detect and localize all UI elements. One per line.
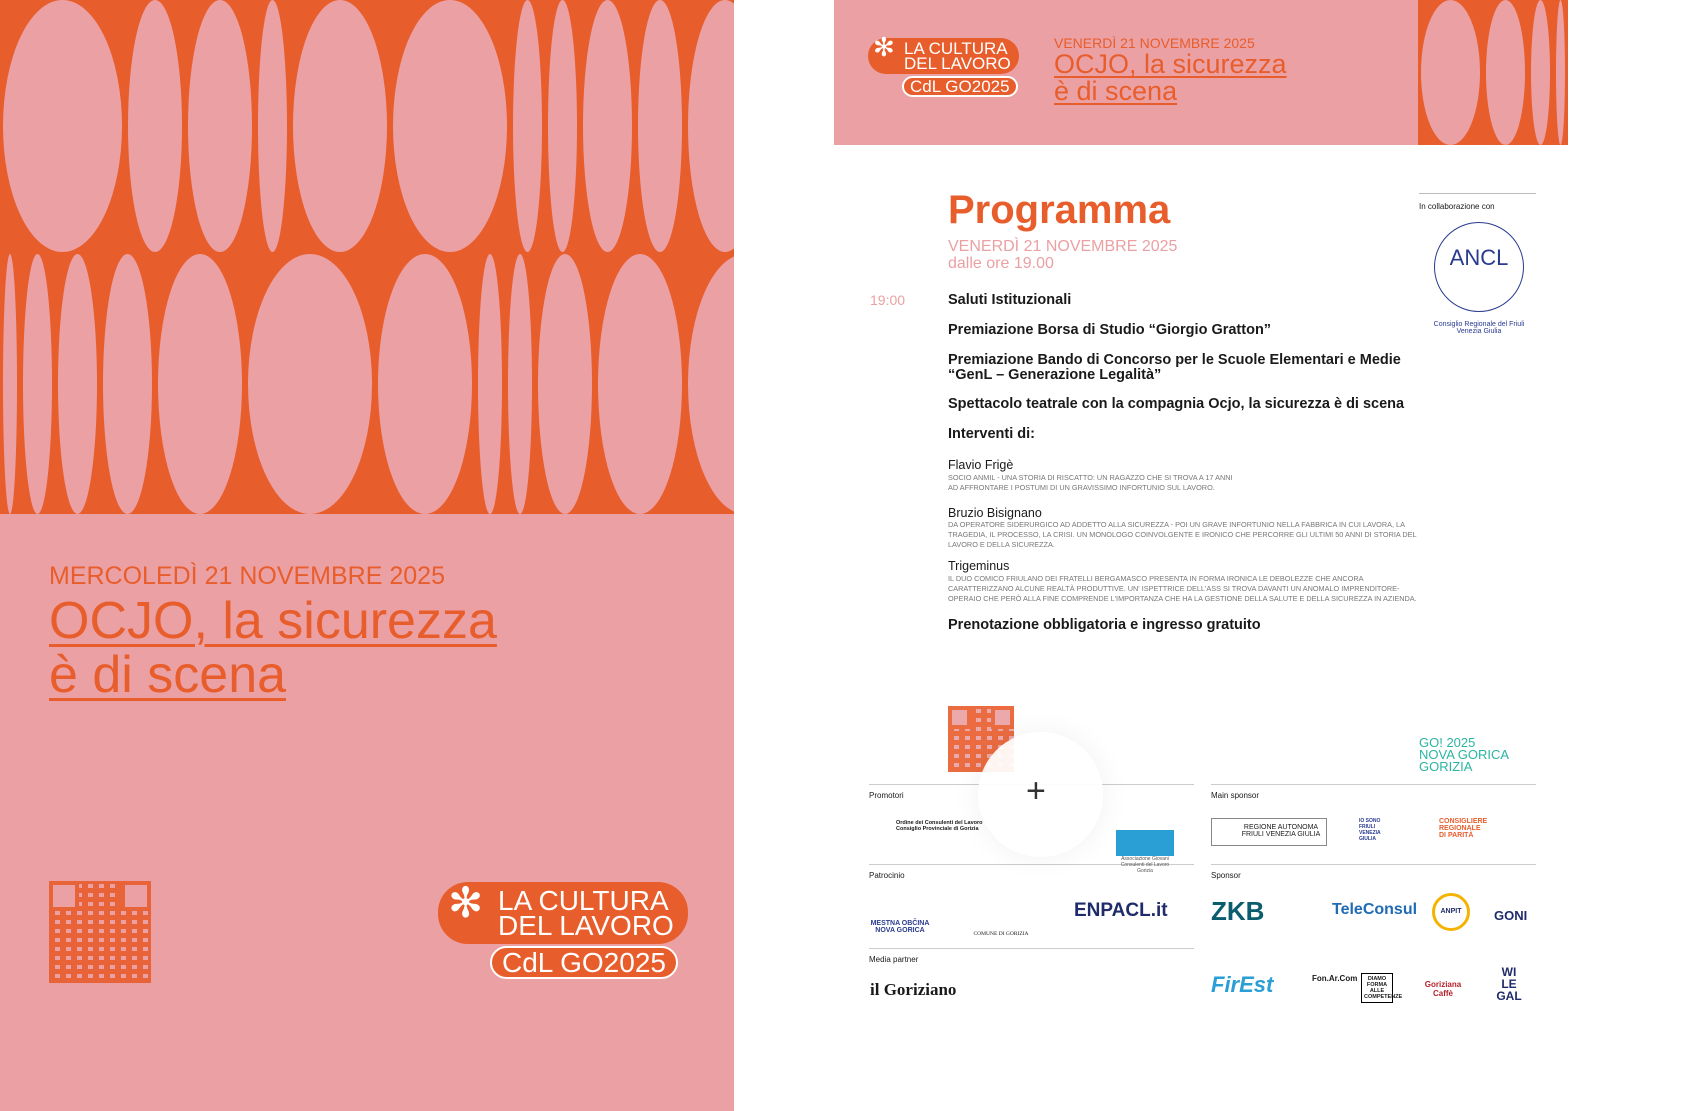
ordine-logo: Ordine dei Consulenti del Lavoro Consiglio Provinciale di Gorizia bbox=[896, 820, 983, 832]
ellipse-shape bbox=[58, 254, 97, 514]
ellipse-shape bbox=[188, 0, 252, 252]
speaker-desc: DA OPERATORE SIDERURGICO AD ADDETTO ALLA SICUREZZA - POI UN GRAVE INFORTUNIO NELLA FABBRICA IN CUI LAVORA, LA TRAGEDIA, IL PROCESSO, LA CRISI. UN MONOLOGO COINVOLGENTE E IRONICO CHE PERCORRE GLI ULTIMI 50 ANNI DI STORIA DEL LAVORO E DELLA SICUREZZA. bbox=[948, 520, 1417, 549]
ellipse-shape bbox=[1421, 0, 1480, 145]
header-title: OCJO, la sicurezza è di scena bbox=[1054, 49, 1287, 106]
ellipse-shape bbox=[538, 254, 592, 514]
start-time: 19:00 bbox=[870, 292, 906, 308]
ellipse-shape bbox=[583, 0, 632, 252]
ellipse-shape bbox=[3, 254, 17, 514]
qr-code bbox=[49, 881, 151, 983]
section-sponsor: Sponsor bbox=[1211, 864, 1536, 880]
section-main-sponsor: Main sponsor bbox=[1211, 784, 1536, 800]
nova-gorica-logo: MESTNA OBČINA NOVA GORICA bbox=[870, 920, 930, 934]
diamo-forma-logo: DIAMO FORMA ALLE COMPETENZE bbox=[1361, 973, 1393, 1003]
header-band bbox=[834, 0, 1568, 145]
asterisk-icon: ✻ bbox=[873, 32, 895, 62]
anpit-logo: ANPIT bbox=[1432, 893, 1470, 931]
right-program bbox=[834, 0, 1568, 1111]
speaker-desc: SOCIO ANMIL - UNA STORIA DI RISCATTO: UN RAGAZZO CHE SI TROVA A 17 ANNI AD AFFRONTARE I POSTUMI DI UN GRAVISSIMO INFORTUNIO SUL LAVORO. bbox=[948, 473, 1233, 492]
event-title: OCJO, la sicurezza è di scena bbox=[49, 592, 497, 704]
speaker-name: Flavio Frigè bbox=[948, 458, 1014, 472]
event-date: MERCOLEDÌ 21 NOVEMBRE 2025 bbox=[49, 562, 445, 590]
section-patrocinio: Patrocinio bbox=[869, 864, 1194, 880]
ellipse-shape bbox=[508, 254, 532, 514]
regione-logo: REGIONE AUTONOMA FRIULI VENEZIA GIULIA bbox=[1211, 818, 1327, 846]
goriziana-caffe-logo: Goriziana Caffè bbox=[1424, 980, 1462, 998]
enpacl-logo: ENPACL.it bbox=[1074, 900, 1168, 921]
firest-logo: FirEst bbox=[1211, 972, 1274, 997]
left-poster bbox=[0, 0, 734, 1111]
booking-note: Prenotazione obbligatoria e ingresso gratuito bbox=[948, 617, 1261, 633]
ellipse-shape bbox=[158, 254, 242, 514]
program-heading: Programma bbox=[948, 188, 1171, 232]
ellipse-shape bbox=[548, 0, 577, 252]
goni-logo: GONI bbox=[1494, 908, 1528, 923]
ellipse-shape bbox=[258, 0, 287, 252]
program-item: Saluti Istituzionali bbox=[948, 292, 1072, 308]
ellipse-shape bbox=[393, 0, 507, 252]
speaker-name: Trigeminus bbox=[948, 559, 1010, 573]
ancl-subtitle: Consiglio Regionale del Friuli Venezia Giulia bbox=[1433, 321, 1525, 335]
cultura-lavoro-logo: ✻ LA CULTURA DEL LAVORO CdL GO2025 bbox=[438, 882, 688, 979]
ellipse-shape bbox=[23, 254, 52, 514]
program-date: VENERDÌ 21 NOVEMBRE 2025 dalle ore 19.00 bbox=[948, 238, 1178, 272]
ellipse-shape bbox=[478, 254, 502, 514]
ellipse-shape bbox=[513, 0, 542, 252]
program-item: Premiazione Borsa di Studio “Giorgio Gratton” bbox=[948, 322, 1272, 338]
ellipse-shape bbox=[638, 0, 682, 252]
plus-icon[interactable]: + bbox=[1026, 772, 1046, 810]
program-item: Interventi di: bbox=[948, 426, 1036, 442]
zkb-logo: ZKB bbox=[1211, 896, 1265, 926]
cultura-lavoro-logo: ✻ LA CULTURA DEL LAVORO CdL GO2025 bbox=[868, 38, 1019, 97]
wilegal-logo: WI LE GAL bbox=[1496, 965, 1522, 1003]
speaker-name: Bruzio Bisignano bbox=[948, 506, 1042, 520]
agcl-logo: Associazione Giovani Consulenti del Lavoro Gorizia bbox=[1116, 830, 1174, 874]
ellipse-shape bbox=[1556, 0, 1565, 145]
ellipse-shape bbox=[3, 0, 122, 252]
goriziano-logo: il Goriziano bbox=[870, 980, 957, 999]
ellipse-shape bbox=[378, 254, 472, 514]
program-item: Premiazione Bando di Concorso per le Scuole Elementari e Medie “GenL – Generazione Legalità” bbox=[948, 352, 1401, 383]
iosono-logo: IO SONO FRIULI VENEZIA GIULIA bbox=[1359, 818, 1381, 842]
ellipse-shape bbox=[248, 254, 372, 514]
consigliere-logo: CONSIGLIERE REGIONALE DI PARITÀ bbox=[1439, 818, 1488, 839]
program-item: Spettacolo teatrale con la compagnia Ocjo, la sicurezza è di scena bbox=[948, 396, 1405, 412]
ellipse-shape bbox=[293, 0, 387, 252]
section-media: Media partner bbox=[869, 948, 1194, 964]
ellipse-shape bbox=[598, 254, 682, 514]
header-date: VENERDÌ 21 NOVEMBRE 2025 bbox=[1054, 35, 1255, 51]
ellipse-shape bbox=[688, 254, 734, 514]
teleconsul-logo: TeleConsul bbox=[1332, 901, 1418, 918]
asterisk-icon: ✻ bbox=[448, 879, 484, 926]
speaker-desc: IL DUO COMICO FRIULANO DEI FRATELLI BERGAMASCO PRESENTA IN FORMA IRONICA LE DEBOLEZZE CHE ANCORA CARATTERIZZANO ALCUNE REALTÀ PRODUTTIVE. UN' ISPETTRICE DELL'ASS SI TROVA DAVANTI UN ANOMALO IMPRENDITORE-OPERAIO CHE PERÒ ALLA FINE COMPRENDE L'IMPORTANZA CHE HA LA GESTIONE DELLA SALUTE E DELLA SICUREZZA IN AZIENDA. bbox=[948, 574, 1417, 603]
go2025-logo: GO! 2025 NOVA GORICA GORIZIA bbox=[1419, 735, 1510, 774]
ancl-logo: ANCL bbox=[1434, 222, 1524, 312]
gorizia-logo: COMUNE DI GORIZIA bbox=[973, 931, 1029, 937]
ellipse-shape bbox=[128, 0, 182, 252]
collab-label: In collaborazione con bbox=[1419, 193, 1536, 211]
ellipse-pattern bbox=[0, 0, 734, 514]
ellipse-shape bbox=[103, 254, 152, 514]
ellipse-shape bbox=[1531, 0, 1550, 145]
ellipse-shape bbox=[1486, 0, 1525, 145]
ellipse-shape bbox=[688, 0, 734, 252]
section-promotori: Promotori bbox=[869, 784, 1194, 800]
fonarcom-logo: Fon.Ar.Com bbox=[1312, 974, 1358, 983]
